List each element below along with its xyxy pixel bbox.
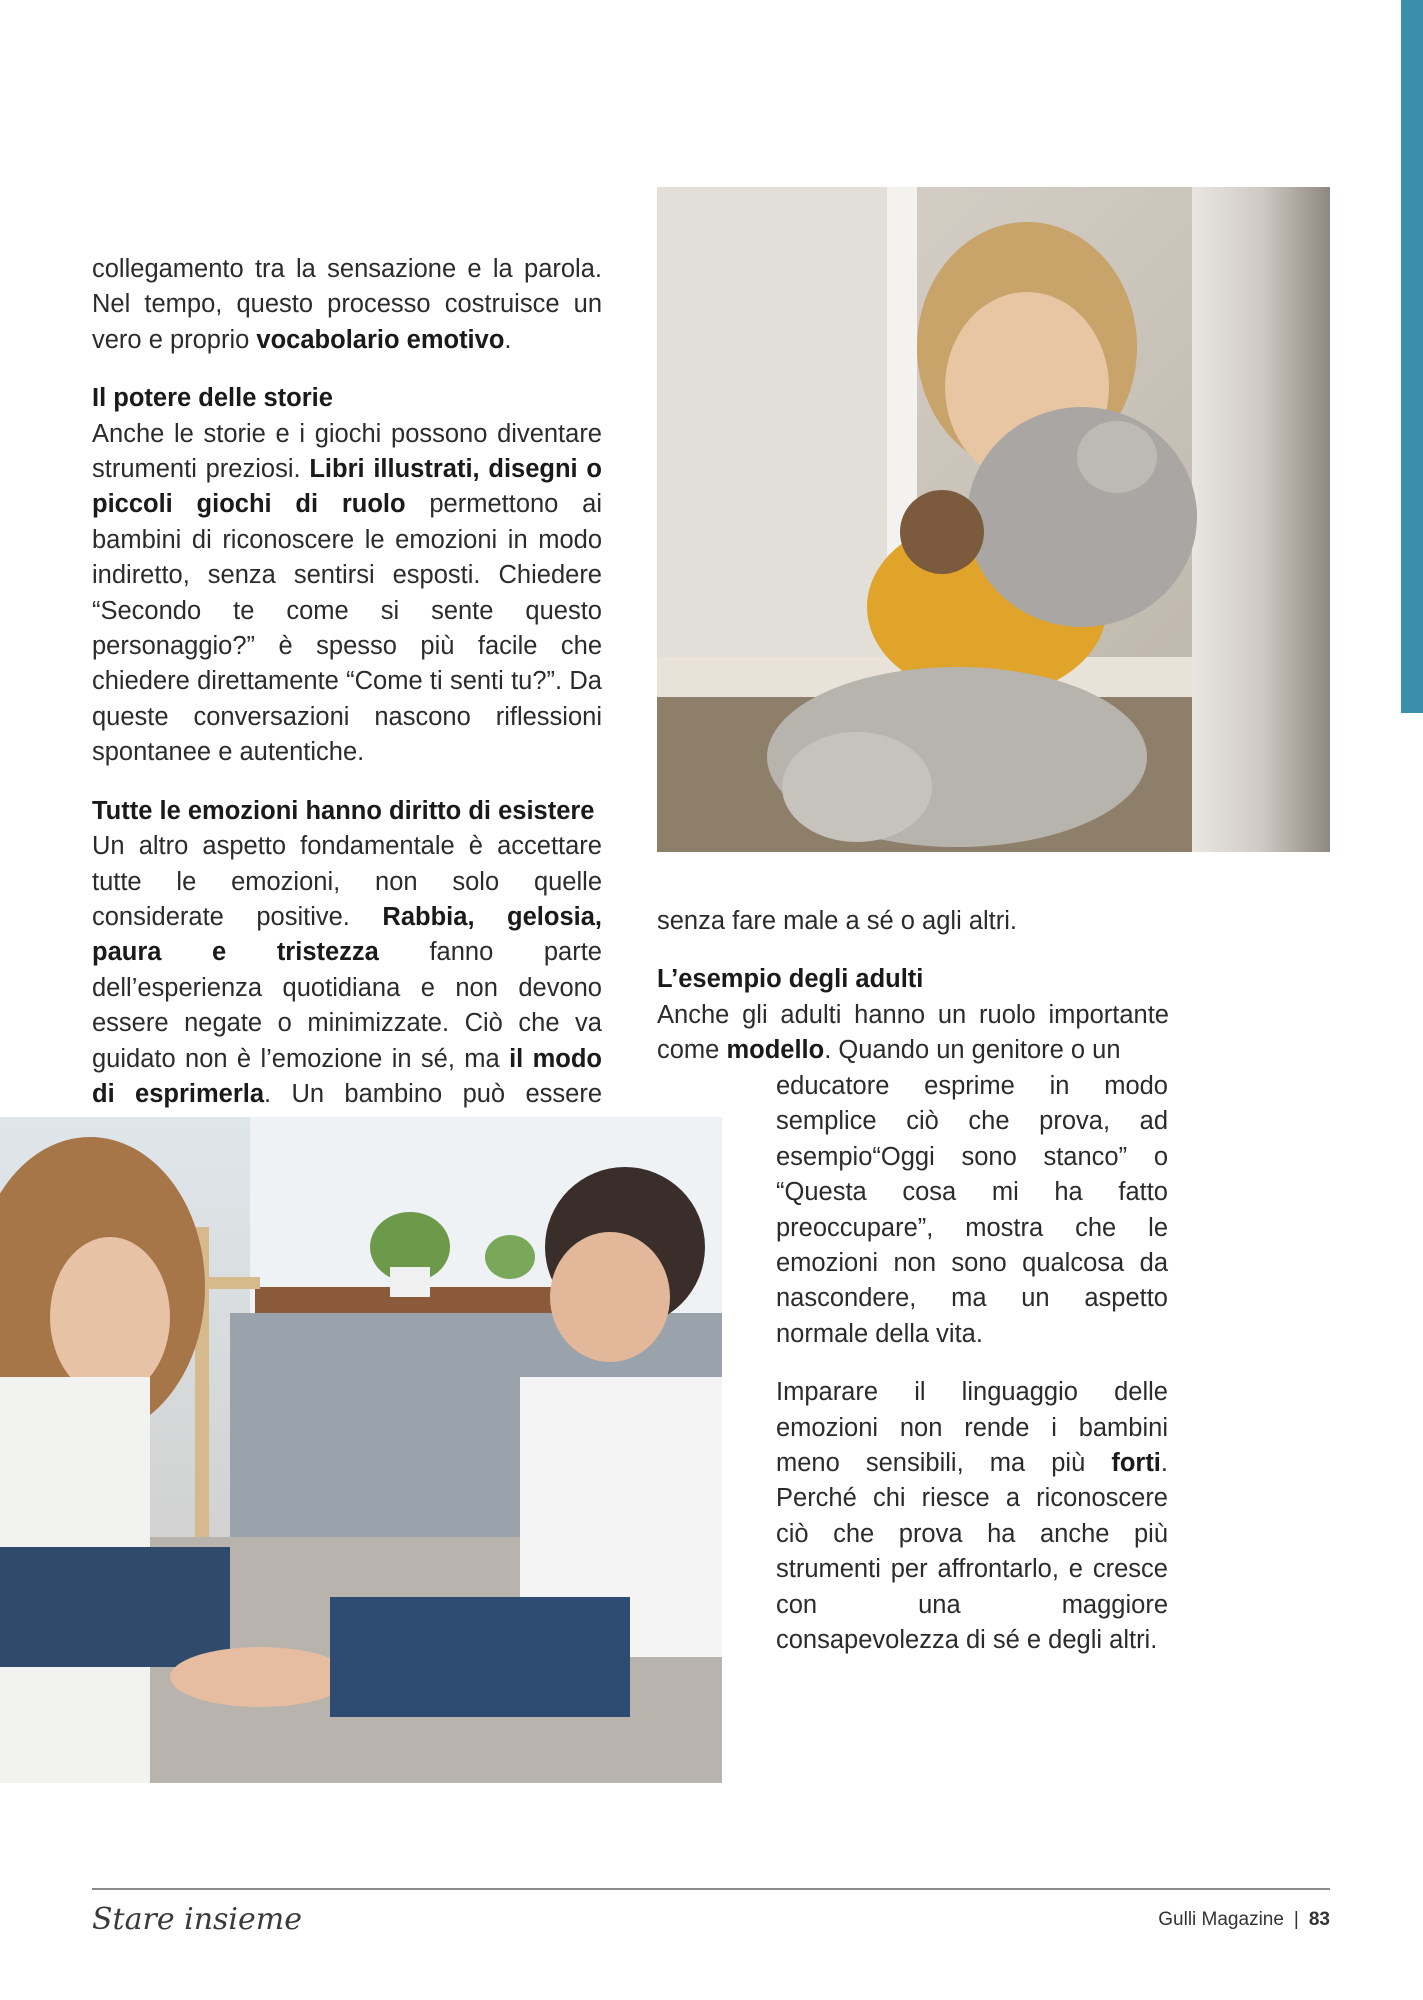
footer-magazine-name: Gulli Magazine [1158, 1909, 1284, 1930]
page-number: 83 [1308, 1909, 1330, 1930]
paragraph-emozioni: Un altro aspetto fondamentale è accettare tutte le emozioni, non solo quelle considerate positive. Rabbia, gelosia, paura e tristezza fanno parte dell’esperienza quotidiana e non devono essere negate o minimizzate. Ciò che va guidato non è l’emozione in sé, ma il modo di esprimerla. Un bambino può essere [92, 832, 602, 1108]
footer-rule [92, 1888, 1330, 1890]
heading-esempio-adulti: L’esempio degli adulti [657, 965, 924, 994]
heading-potere-storie: Il potere delle storie [92, 384, 333, 413]
paragraph-modello: educatore esprime in modo semplice ciò che prova, ad esempio“Oggi sono stanco” o “Questa cosa mi ha fatto preoccupare”, mostra che le emozioni non sono qualcosa da nascondere, ma un aspetto normale della vita. [776, 1072, 1168, 1348]
photo-mother-and-crying-boy [0, 1117, 722, 1783]
left-column [92, 252, 602, 1148]
footer-separator: | [1293, 1909, 1299, 1930]
footer-page-info [1158, 1909, 1330, 1931]
right-column-narrow [776, 1069, 1168, 1659]
section-tab-marker [1401, 0, 1423, 713]
paragraph-vocabolario: collegamento tra la sensazione e la parola. Nel tempo, questo processo costruisce un vero e proprio vocabolario emotivo. [92, 255, 602, 354]
paragraph-senza-male: senza fare male a sé o agli altri. [657, 907, 1018, 935]
footer-section-title: Stare insieme [92, 1902, 302, 1937]
paragraph-modello-intro: Anche gli adulti hanno un ruolo importante come modello. Quando un genitore o un [657, 1000, 1169, 1065]
photo-girl-with-teddy-bear [657, 187, 1330, 852]
heading-emozioni-diritto: Tutte le emozioni hanno diritto di esistere [92, 796, 595, 825]
paragraph-conclusione: Imparare il linguaggio delle emozioni non rende i bambini meno sensibili, ma più forti. Perché chi riesce a riconoscere ciò che prova ha anche più strumenti per affrontarlo, e cresce con una maggiore consapevolezza di sé e degli altri. [776, 1378, 1168, 1655]
right-column-top [657, 904, 1169, 1069]
paragraph-storie: Anche le storie e i giochi possono diventare strumenti preziosi. Libri illustrati, disegni o piccoli giochi di ruolo permettono ai bambini di riconoscere le emozioni in modo indiretto, senza sentirsi esposti. Chiedere “Secondo te come si sente questo personaggio?” è spesso più facile che chiedere direttamente “Come ti senti tu?”. Da queste conversazioni nascono riflessioni spontanee e autentiche. [92, 419, 602, 767]
